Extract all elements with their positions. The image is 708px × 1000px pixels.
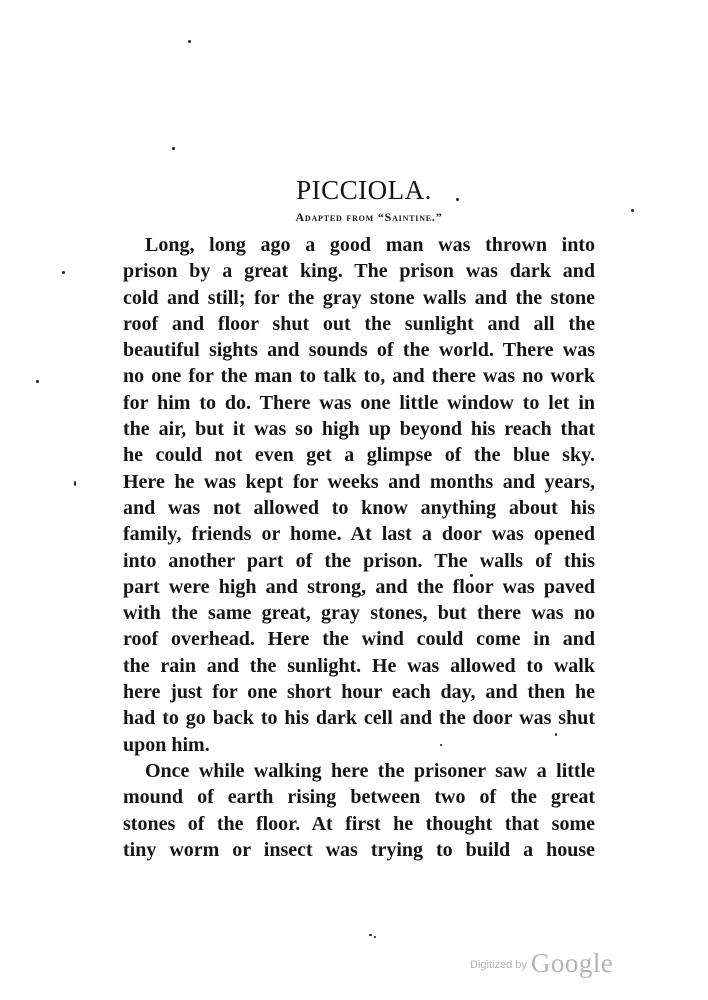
watermark-prefix: Digitized by <box>470 959 527 971</box>
text-line: tiny worm or insect was trying to build a house <box>123 838 595 861</box>
text-line: and was not allowed to know anything about his <box>123 496 595 519</box>
chapter-subtitle: Adapted from “Saintine.” <box>295 210 443 224</box>
text-line: into another part of the prison. The walls of this <box>123 549 595 572</box>
text-line: beautiful sights and sounds of the world. There was <box>123 339 595 362</box>
text-line: he could not even get a glimpse of the blue sky. <box>123 444 595 467</box>
scan-speck <box>172 147 175 150</box>
text-line: Once while walking here the prisoner saw a little <box>145 759 595 782</box>
scan-speck <box>374 936 376 938</box>
text-line: upon him. <box>123 733 210 756</box>
text-line: with the same great, gray stones, but there was no <box>123 602 595 625</box>
text-line: had to go back to his dark cell and the door was shut <box>123 707 595 730</box>
text-line: roof and floor shut out the sunlight and all the <box>123 312 595 335</box>
scan-speck <box>188 40 191 43</box>
scan-speck <box>74 481 76 486</box>
watermark-brand: Google <box>530 948 614 978</box>
text-line: no one for the man to talk to, and there was no work <box>123 365 595 388</box>
text-line: Long, long ago a good man was thrown into <box>145 234 595 256</box>
digitization-watermark <box>470 948 613 979</box>
text-line: the air, but it was so high up beyond his reach that <box>123 418 595 441</box>
text-line: stones of the floor. At first he thought that some <box>123 812 595 835</box>
text-line: roof overhead. Here the wind could come in and <box>123 628 595 651</box>
scan-speck <box>369 934 372 936</box>
scan-speck <box>36 380 39 383</box>
text-line: for him to do. There was one little window to let in <box>123 391 595 414</box>
text-line: family, friends or home. At last a door was opened <box>123 523 595 546</box>
text-line: cold and still; for the gray stone walls and the stone <box>123 286 595 309</box>
text-line: Here he was kept for weeks and months and years, <box>123 470 595 493</box>
body-text <box>123 232 595 863</box>
text-line: prison by a great king. The prison was dark and <box>123 260 595 283</box>
scan-speck <box>62 271 65 274</box>
text-line: part were high and strong, and the floor was paved <box>123 575 595 598</box>
text-line: here just for one short hour each day, and then he <box>123 681 595 704</box>
chapter-title: PICCIOLA. <box>296 175 432 205</box>
text-line: the rain and the sunlight. He was allowed to walk <box>123 654 595 677</box>
text-line: mound of earth rising between two of the great <box>123 786 595 809</box>
